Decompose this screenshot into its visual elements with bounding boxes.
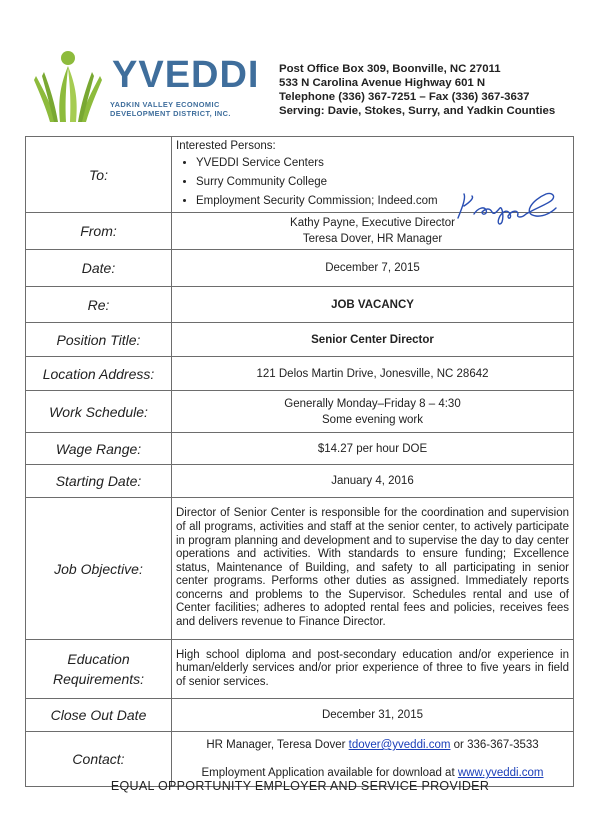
recipient-item: • Employment Security Commission; Indeed.com: [196, 192, 573, 211]
row-education: [26, 640, 574, 699]
label-education-line: Requirements:: [52, 671, 145, 687]
label-closeout: Close Out Date: [26, 699, 172, 732]
address-line: Serving: Davie, Stokes, Surry, and Yadkin Counties: [279, 105, 556, 117]
header-address: [279, 62, 555, 118]
yveddi-logo: [30, 46, 260, 126]
label-position: Position Title:: [26, 323, 172, 357]
logo-subtitle-line: YADKIN VALLEY ECONOMIC: [110, 100, 220, 109]
label-schedule: Work Schedule:: [26, 391, 172, 433]
row-date: [26, 250, 574, 287]
start-value: January 4, 2016: [172, 465, 574, 498]
label-education: [26, 640, 172, 699]
date-value: December 7, 2015: [172, 250, 574, 287]
from-line: Teresa Dover, HR Manager: [302, 233, 443, 245]
address-line: Post Office Box 309, Boonville, NC 27011: [279, 63, 501, 75]
label-wage: Wage Range:: [26, 433, 172, 465]
label-to: To:: [26, 137, 172, 213]
schedule-line: Generally Monday–Friday 8 – 4:30: [284, 397, 461, 410]
label-objective: Job Objective:: [26, 498, 172, 640]
logo-figure-icon: [30, 46, 110, 126]
application-note: Employment Application available for download at: [201, 767, 458, 779]
label-education-line: Education: [67, 651, 130, 667]
from-line: Kathy Payne, Executive Director: [290, 217, 455, 229]
label-contact: Contact:: [26, 732, 172, 787]
logo-subtitle: [110, 100, 231, 118]
location-value: 121 Delos Martin Drive, Jonesville, NC 28642: [172, 357, 574, 391]
education-text: High school diploma and post-secondary education and/or experience in human/elderly services and/or prior experience of three to five years in field of senior services.: [172, 640, 574, 699]
schedule-value: [172, 391, 574, 433]
row-position: [26, 323, 574, 357]
website-link[interactable]: www.yveddi.com: [457, 767, 544, 779]
row-location: [26, 357, 574, 391]
logo-subtitle-line: DEVELOPMENT DISTRICT, INC.: [110, 109, 231, 118]
signature-image: [452, 188, 562, 228]
recipient-item: • YVEDDI Service Centers: [196, 154, 573, 173]
address-line: 533 N Carolina Avenue Highway 601 N: [279, 77, 486, 89]
row-wage: [26, 433, 574, 465]
job-vacancy-memo-table: [25, 136, 574, 787]
contact-name: HR Manager, Teresa Dover: [206, 739, 349, 751]
row-objective: [26, 498, 574, 640]
contact-line-1: [172, 737, 573, 753]
label-re: Re:: [26, 287, 172, 323]
row-closeout: [26, 699, 574, 732]
closeout-value: December 31, 2015: [172, 699, 574, 732]
row-schedule: [26, 391, 574, 433]
contact-phone: or 336-367-3533: [450, 739, 539, 751]
label-location: Location Address:: [26, 357, 172, 391]
label-from: From:: [26, 213, 172, 250]
position-value: Senior Center Director: [172, 323, 574, 357]
label-start: Starting Date:: [26, 465, 172, 498]
row-re: [26, 287, 574, 323]
row-start: [26, 465, 574, 498]
recipient-item: • Surry Community College: [196, 173, 573, 192]
label-date: Date:: [26, 250, 172, 287]
to-intro: Interested Persons:: [176, 140, 276, 152]
logo-name: YVEDDI: [112, 54, 260, 96]
wage-value: $14.27 per hour DOE: [172, 433, 574, 465]
schedule-line: Some evening work: [322, 413, 423, 426]
objective-text: Director of Senior Center is responsible for the coordination and supervision of all programs, activities and staff at the senior center, to actively participate in program planning and development and to supervise the day to day center operations and activities. With standards to ensure funding; Excellence status, Maintenance of Building, and safety to all participating in senior center programs. Performs other duties as assigned. Immediately reports concerns and problems to the Supervisor. Schedules rental and use of Center facilities; adheres to adopted rental fees and policies, receives fees and delivers revenue to Finance Director.: [172, 498, 574, 640]
contact-email-link[interactable]: tdover@yveddi.com: [348, 739, 451, 751]
re-value: JOB VACANCY: [172, 287, 574, 323]
address-line: Telephone (336) 367-7251 – Fax (336) 367-3637: [279, 91, 530, 103]
footer-equal-opportunity: EQUAL OPPORTUNITY EMPLOYER AND SERVICE PROVIDER: [110, 779, 490, 793]
